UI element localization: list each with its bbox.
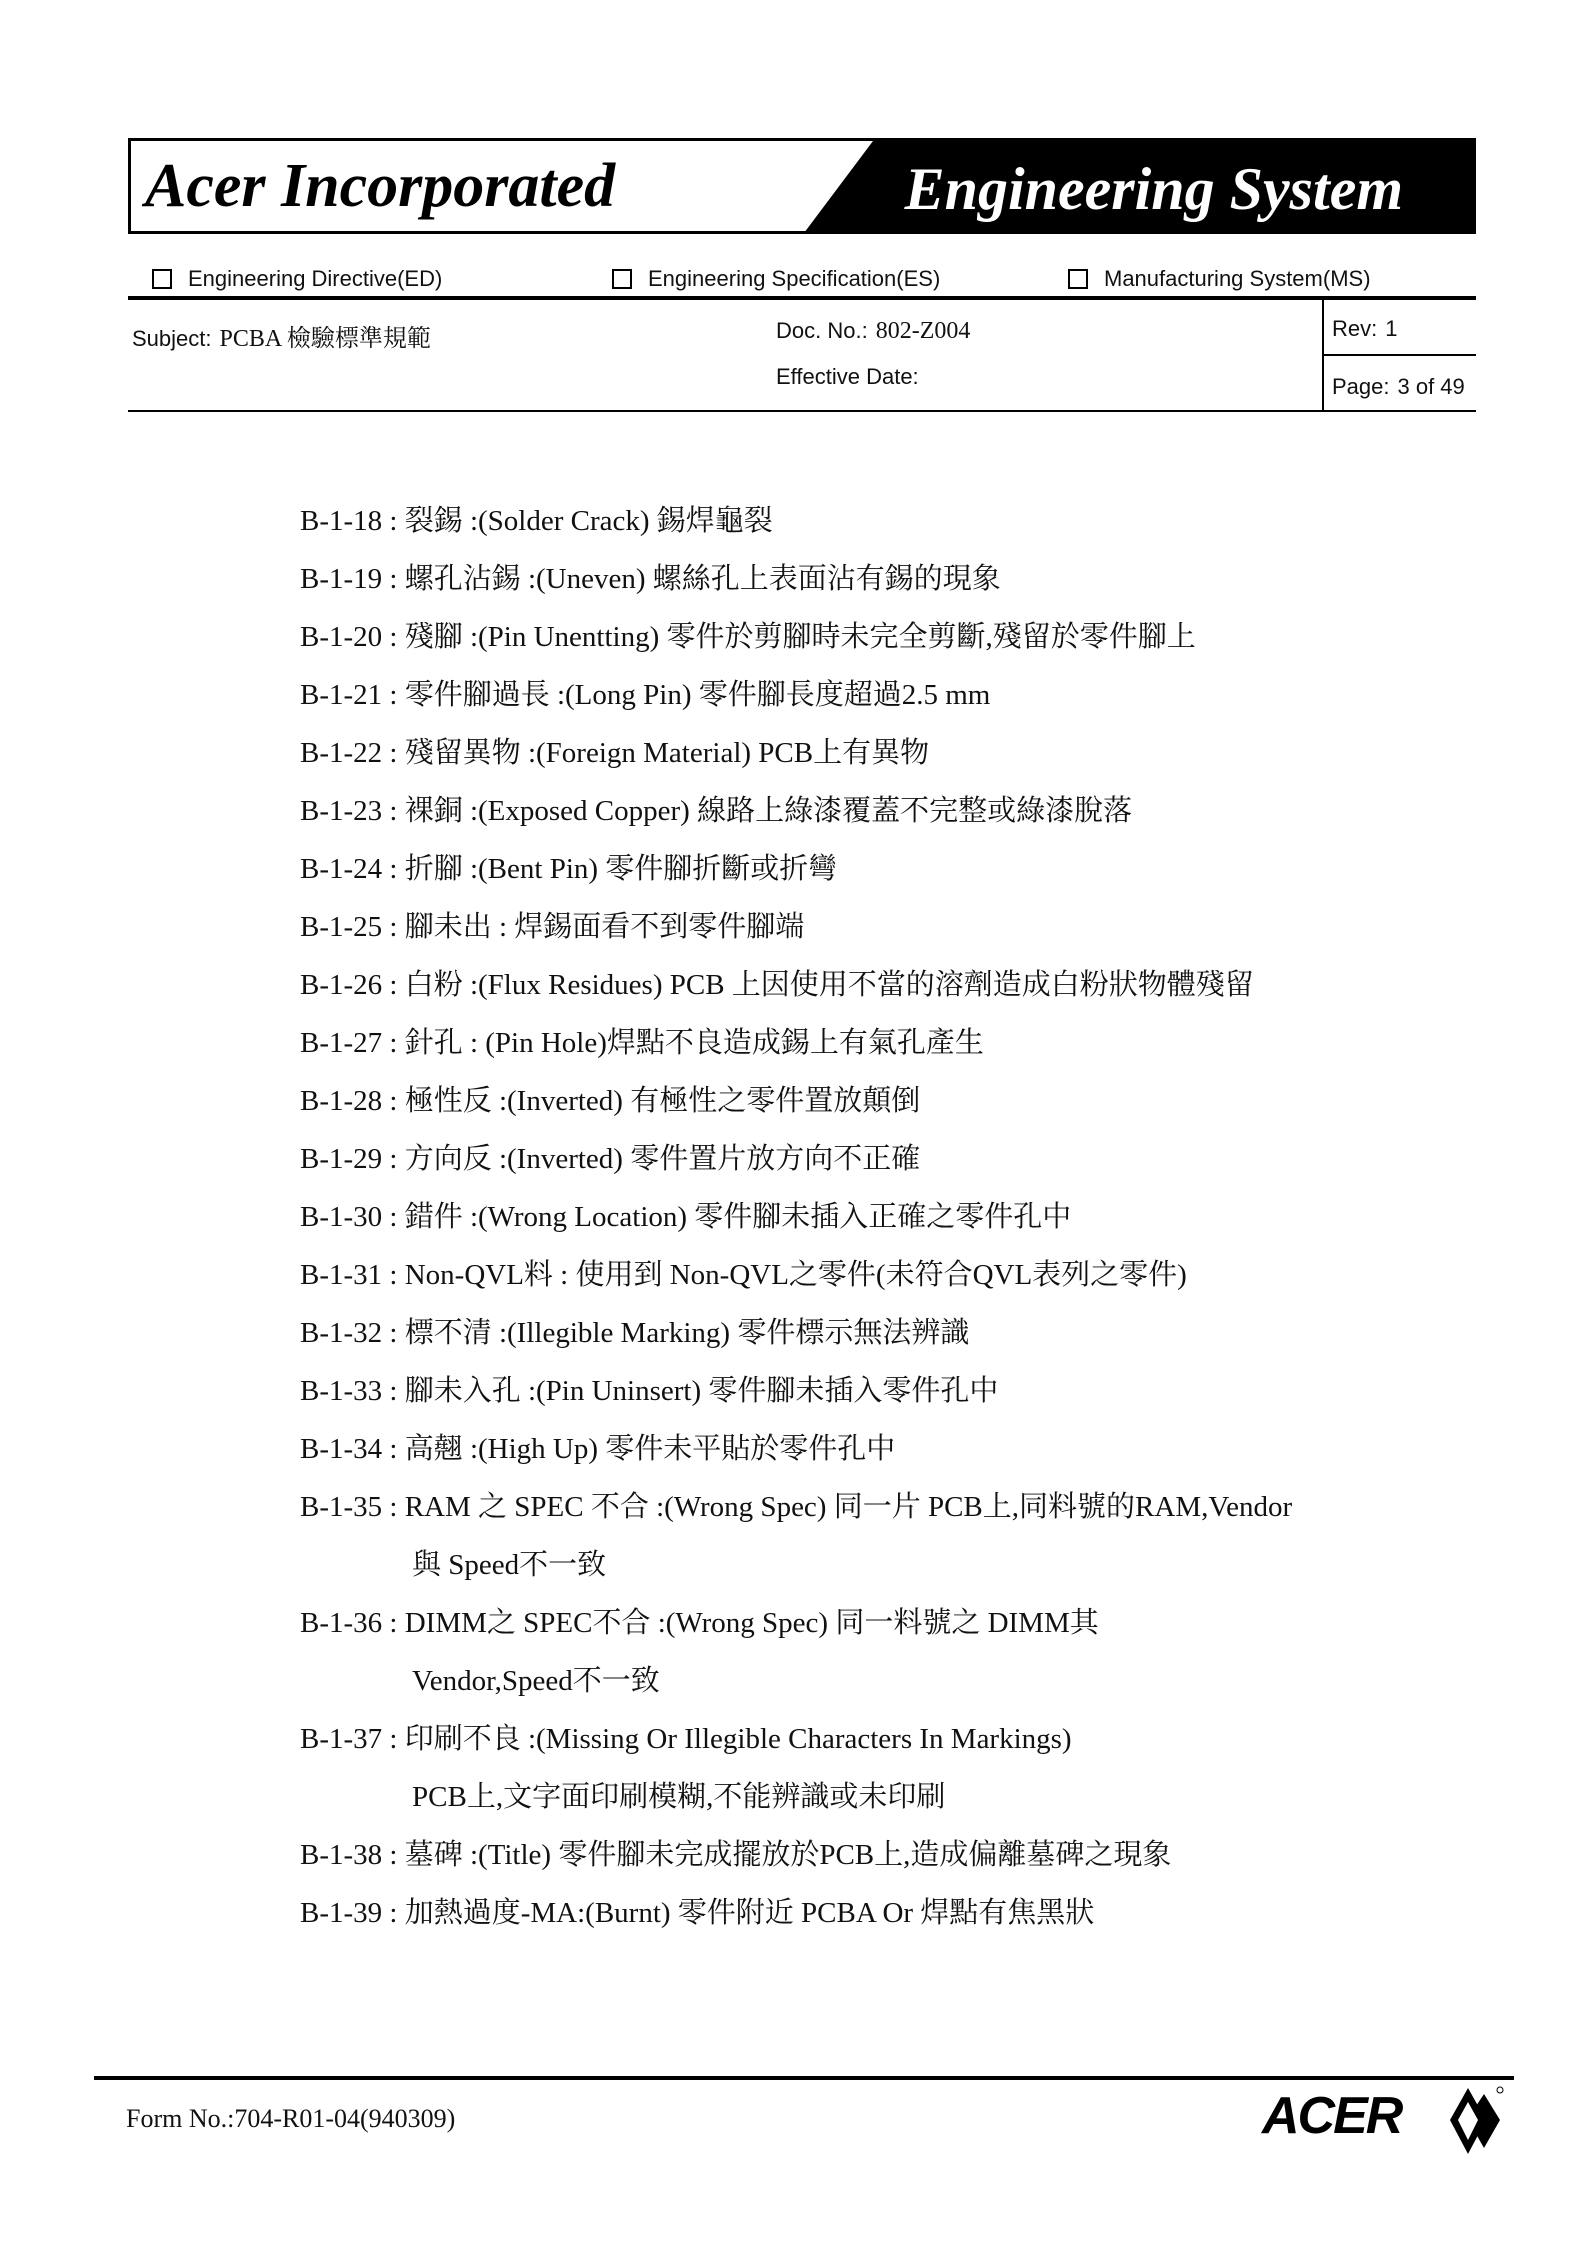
- list-item: [300, 1014, 1420, 1072]
- item-text: 針孔 : (Pin Hole)焊點不良造成錫上有氣孔產生: [404, 1027, 984, 1059]
- defect-definition-list: [300, 492, 1420, 1942]
- footer-rule: [94, 2076, 1514, 2080]
- item-text: 墓碑 :(Title) 零件腳未完成擺放於PCB上,造成偏離墓碑之現象: [404, 1839, 1172, 1871]
- item-code: B-1-21 :: [300, 679, 398, 711]
- page-field: [1332, 374, 1465, 400]
- checkbox-ms-label: Manufacturing System(MS): [1104, 266, 1371, 291]
- rev-value: 1: [1385, 316, 1398, 341]
- item-text: 腳未出 : 焊錫面看不到零件腳端: [404, 911, 805, 943]
- item-code: B-1-25 :: [300, 911, 398, 943]
- checkbox-es: [612, 266, 940, 292]
- header-rule-bottom: [128, 410, 1476, 412]
- item-code: B-1-38 :: [300, 1839, 398, 1871]
- item-text: 殘腳 :(Pin Unentting) 零件於剪腳時未完全剪斷,殘留於零件腳上: [404, 621, 1196, 653]
- list-item: [300, 840, 1420, 898]
- item-code: B-1-37 :: [300, 1723, 398, 1755]
- doc-no-label: Doc. No.:: [776, 318, 868, 343]
- item-code: B-1-26 :: [300, 969, 398, 1001]
- item-code: B-1-39 :: [300, 1897, 398, 1929]
- checkbox-icon: [612, 269, 632, 289]
- list-item: [300, 666, 1420, 724]
- list-item: [300, 1304, 1420, 1362]
- item-text: 標不清 :(Illegible Marking) 零件標示無法辨識: [404, 1317, 970, 1349]
- list-item-continuation: Vendor,Speed不一致: [412, 1665, 660, 1697]
- item-text: 零件腳過長 :(Long Pin) 零件腳長度超過2.5 mm: [404, 679, 991, 711]
- company-name: Acer Incorporated: [145, 152, 616, 220]
- item-text: 螺孔沾錫 :(Uneven) 螺絲孔上表面沾有錫的現象: [404, 563, 1001, 595]
- item-code: B-1-27 :: [300, 1027, 398, 1059]
- list-item: [300, 782, 1420, 840]
- page-value: 3 of 49: [1397, 374, 1465, 399]
- rev-label: Rev:: [1332, 316, 1378, 341]
- list-item: [300, 1420, 1420, 1478]
- subject-value: PCBA 檢驗標準規範: [219, 326, 431, 352]
- effective-date-field: [776, 364, 919, 390]
- header-banner: [128, 138, 1476, 234]
- doc-no-field: [776, 318, 970, 345]
- acer-diamond-logo-icon: [1446, 2084, 1506, 2158]
- effective-date-label: Effective Date:: [776, 364, 919, 389]
- list-item: [300, 1130, 1420, 1188]
- list-item: [300, 550, 1420, 608]
- item-code: B-1-33 :: [300, 1375, 398, 1407]
- checkbox-ms: [1068, 266, 1371, 292]
- item-text: 錯件 :(Wrong Location) 零件腳未插入正確之零件孔中: [404, 1201, 1072, 1233]
- item-code: B-1-22 :: [300, 737, 398, 769]
- item-text: Non-QVL料 : 使用到 Non-QVL之零件(未符合QVL表列之零件): [404, 1259, 1187, 1291]
- rev-page-divider: [1322, 354, 1476, 356]
- checkbox-icon: [152, 269, 172, 289]
- item-text: 印刷不良 :(Missing Or Illegible Characters In Markings): [404, 1723, 1072, 1755]
- item-code: B-1-20 :: [300, 621, 398, 653]
- list-item: [300, 1478, 1420, 1536]
- doc-no-value: 802-Z004: [875, 318, 971, 344]
- item-code: B-1-31 :: [300, 1259, 398, 1291]
- list-item: [300, 1594, 1420, 1652]
- acer-logo-text: ACER: [1262, 2087, 1402, 2145]
- checkbox-icon: [1068, 269, 1088, 289]
- item-code: B-1-24 :: [300, 853, 398, 885]
- item-text: 白粉 :(Flux Residues) PCB 上因使用不當的溶劑造成白粉狀物體殘留: [404, 969, 1254, 1001]
- rev-field: [1332, 316, 1398, 342]
- header-rule-top: [128, 296, 1476, 300]
- checkbox-ed: [152, 266, 442, 292]
- item-code: B-1-34 :: [300, 1433, 398, 1465]
- item-code: B-1-18 :: [300, 505, 398, 537]
- document-type-row: [0, 266, 1594, 296]
- item-code: B-1-29 :: [300, 1143, 398, 1175]
- item-code: B-1-36 :: [300, 1607, 398, 1639]
- item-code: B-1-28 :: [300, 1085, 398, 1117]
- item-text: 加熱過度-MA:(Burnt) 零件附近 PCBA Or 焊點有焦黑狀: [404, 1897, 1095, 1929]
- subject-field: [132, 318, 431, 353]
- item-text: 裸銅 :(Exposed Copper) 線路上綠漆覆蓋不完整或綠漆脫落: [404, 795, 1133, 827]
- item-code: B-1-30 :: [300, 1201, 398, 1233]
- checkbox-ed-label: Engineering Directive(ED): [188, 266, 443, 291]
- item-code: B-1-35 :: [300, 1491, 398, 1523]
- item-text: 折腳 :(Bent Pin) 零件腳折斷或折彎: [404, 853, 838, 885]
- item-code: B-1-19 :: [300, 563, 398, 595]
- list-item: [300, 1826, 1420, 1884]
- list-item: [300, 1884, 1420, 1942]
- item-text: DIMM之 SPEC不合 :(Wrong Spec) 同一料號之 DIMM其: [404, 1607, 1099, 1639]
- item-text: 裂錫 :(Solder Crack) 錫焊龜裂: [404, 505, 773, 537]
- list-item: [300, 956, 1420, 1014]
- list-item-continuation: PCB上,文字面印刷模糊,不能辨識或未印刷: [412, 1781, 946, 1813]
- list-item-continuation: 與 Speed不一致: [412, 1549, 607, 1581]
- item-text: 方向反 :(Inverted) 零件置片放方向不正確: [404, 1143, 921, 1175]
- list-item: [300, 1362, 1420, 1420]
- item-code: B-1-23 :: [300, 795, 398, 827]
- list-item: [300, 1246, 1420, 1304]
- list-item: [300, 898, 1420, 956]
- list-item: [300, 1072, 1420, 1130]
- subject-label: Subject:: [132, 326, 212, 351]
- system-name: Engineering System: [904, 156, 1403, 222]
- item-text: 腳未入孔 :(Pin Uninsert) 零件腳未插入零件孔中: [404, 1375, 999, 1407]
- item-text: 高翹 :(High Up) 零件未平貼於零件孔中: [404, 1433, 896, 1465]
- list-item: [300, 608, 1420, 666]
- list-item: [300, 1710, 1420, 1768]
- list-item: [300, 1188, 1420, 1246]
- item-text: RAM 之 SPEC 不合 :(Wrong Spec) 同一片 PCB上,同料號的RAM,Vendor: [404, 1491, 1293, 1523]
- form-number: Form No.:704-R01-04(940309): [126, 2104, 456, 2133]
- item-text: 殘留異物 :(Foreign Material) PCB上有異物: [404, 737, 930, 769]
- item-text: 極性反 :(Inverted) 有極性之零件置放顛倒: [404, 1085, 921, 1117]
- checkbox-es-label: Engineering Specification(ES): [648, 266, 941, 291]
- item-code: B-1-32 :: [300, 1317, 398, 1349]
- page-label: Page:: [1332, 374, 1390, 399]
- list-item: [300, 492, 1420, 550]
- list-item: [300, 724, 1420, 782]
